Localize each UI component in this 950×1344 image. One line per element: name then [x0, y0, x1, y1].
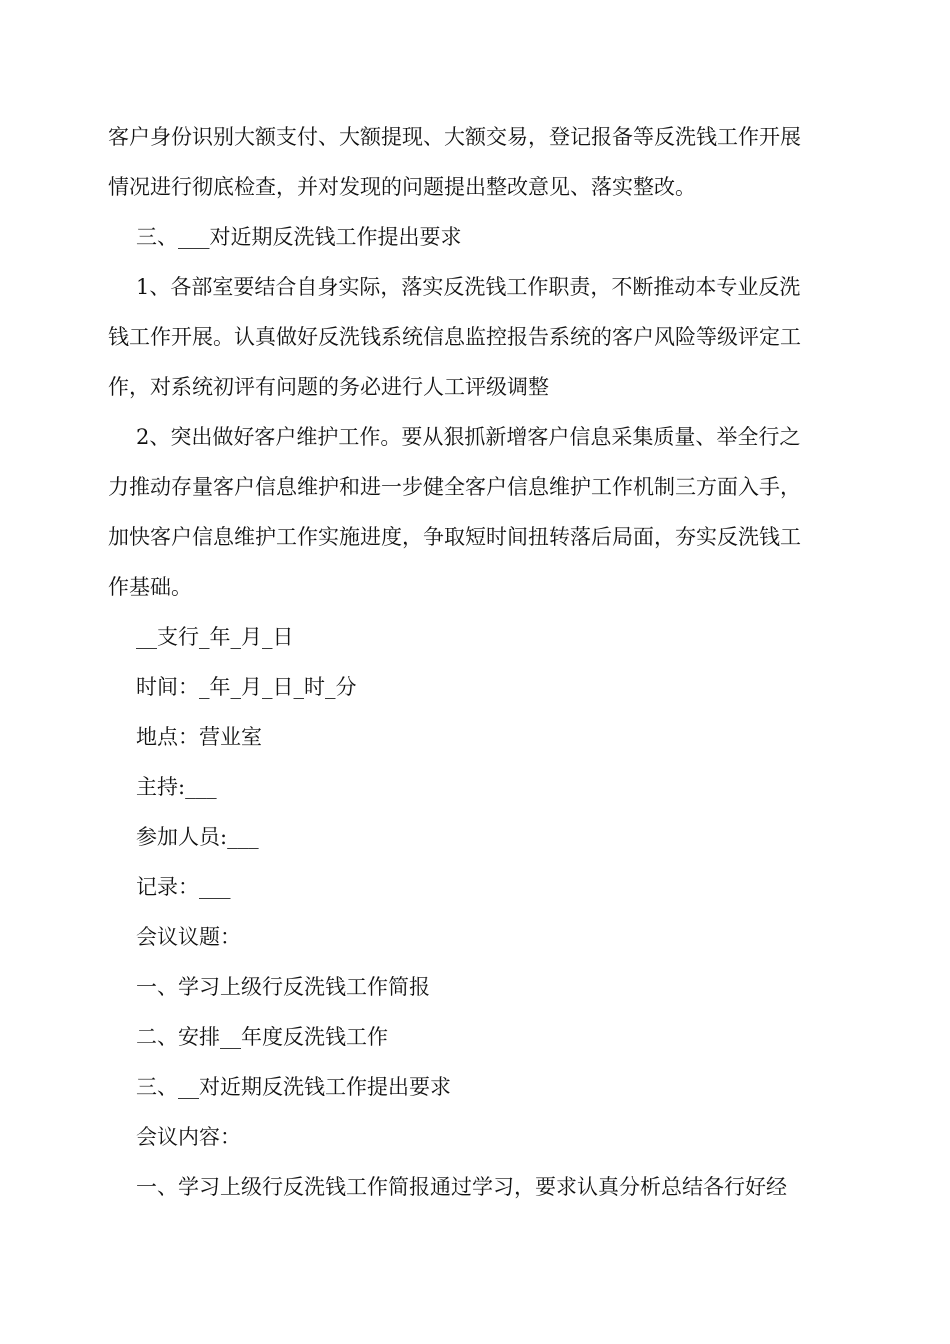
- content-heading: 会议内容：: [136, 1125, 241, 1149]
- attendees-field: 参加人员:___: [136, 825, 259, 849]
- agenda-item: 三、__对近期反洗钱工作提出要求: [136, 1075, 451, 1099]
- recorder-field: 记录：___: [136, 875, 231, 899]
- agenda-item: 一、学习上级行反洗钱工作简报: [136, 975, 430, 999]
- text-line: 一、学习上级行反洗钱工作简报通过学习，要求认真分析总结各行好经: [136, 1175, 787, 1199]
- agenda-item: 二、安排__年度反洗钱工作: [136, 1025, 388, 1049]
- section-heading: 三、___对近期反洗钱工作提出要求: [136, 225, 462, 249]
- text-line: 作，对系统初评有问题的务必进行人工评级调整: [108, 375, 549, 399]
- agenda-heading: 会议议题：: [136, 925, 241, 949]
- text-line: 加快客户信息维护工作实施进度，争取短时间扭转落后局面，夯实反洗钱工: [108, 525, 801, 549]
- text-line: 作基础。: [108, 575, 192, 599]
- text-line: 2、突出做好客户维护工作。要从狠抓新增客户信息采集质量、举全行之: [136, 425, 801, 449]
- branch-date-line: __支行_年_月_日: [136, 625, 294, 649]
- text-line: 客户身份识别大额支付、大额提现、大额交易，登记报备等反洗钱工作开展: [108, 125, 801, 149]
- text-line: 1、各部室要结合自身实际，落实反洗钱工作职责，不断推动本专业反洗: [136, 275, 801, 299]
- text-line: 钱工作开展。认真做好反洗钱系统信息监控报告系统的客户风险等级评定工: [108, 325, 801, 349]
- text-line: 情况进行彻底检查，并对发现的问题提出整改意见、落实整改。: [108, 175, 696, 199]
- text-line: 力推动存量客户信息维护和进一步健全客户信息维护工作机制三方面入手，: [108, 475, 801, 499]
- host-field: 主持:___: [136, 775, 217, 799]
- time-field: 时间：_年_月_日_时_分: [136, 675, 357, 699]
- location-field: 地点：营业室: [136, 725, 262, 749]
